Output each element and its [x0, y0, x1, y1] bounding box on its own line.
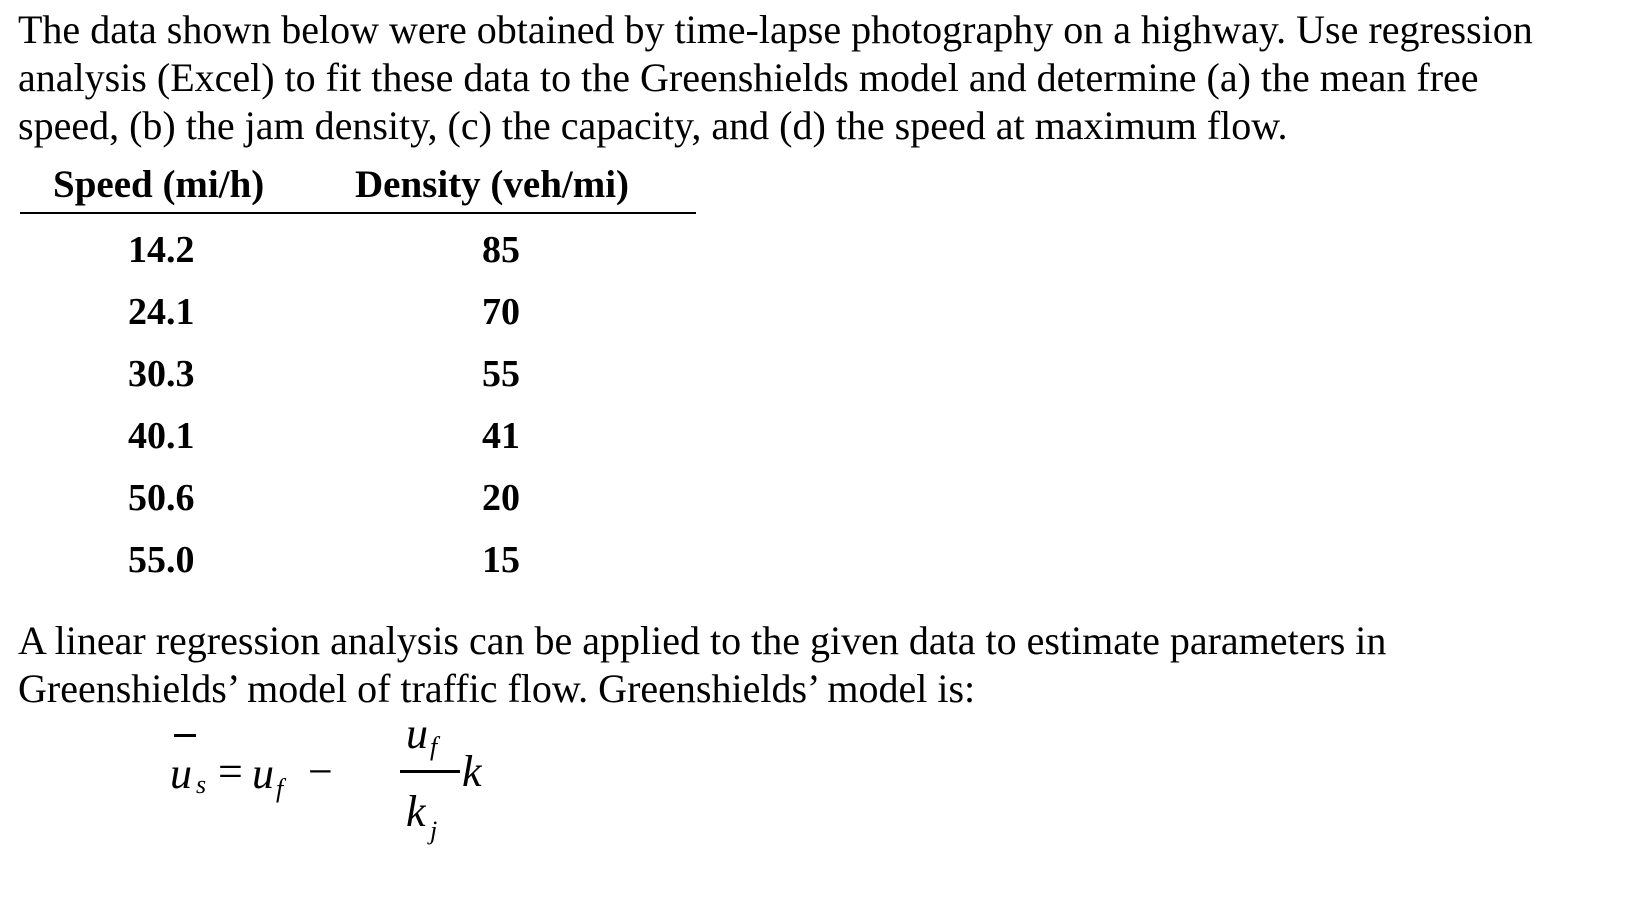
speed-cell: 30.3: [128, 353, 195, 395]
space-mean-speed-symbol: u: [170, 749, 192, 798]
mean-overbar: [174, 734, 196, 737]
greenshields-equation: [160, 709, 560, 872]
density-cell: 41: [482, 415, 520, 457]
column-header-speed: Speed (mi/h): [53, 163, 265, 206]
fraction-numerator-subscript: f: [430, 732, 438, 761]
density-cell: 85: [482, 229, 520, 271]
table-header: [20, 160, 696, 214]
fraction-numerator-symbol: u: [406, 709, 428, 758]
jam-density-subscript: j: [430, 816, 438, 845]
table-row: [20, 338, 696, 400]
fraction-bar: [400, 770, 460, 773]
table-row: [20, 524, 696, 586]
density-cell: 20: [482, 477, 520, 519]
table-row: [20, 276, 696, 338]
speed-cell: 24.1: [128, 291, 195, 333]
minus-sign: −: [308, 747, 333, 796]
space-mean-speed-subscript: s: [196, 770, 207, 799]
equals-sign: =: [218, 747, 243, 796]
speed-cell: 40.1: [128, 415, 195, 457]
problem-line: speed, (b) the jam density, (c) the capacity, and (d) the speed at maximum flow.: [18, 103, 1288, 148]
problem-line: The data shown below were obtained by time-lapse photography on a highway. Use regression: [18, 7, 1533, 52]
table-row: [20, 462, 696, 524]
density-cell: 15: [482, 539, 520, 581]
problem-line: analysis (Excel) to fit these data to the Greenshields model and determine (a) the mean free: [18, 55, 1479, 100]
table-row: [20, 400, 696, 462]
model-explanation: [18, 617, 1638, 713]
density-symbol: k: [462, 747, 482, 796]
free-speed-subscript: f: [276, 774, 284, 803]
speed-cell: 14.2: [128, 229, 195, 271]
explanation-line: Greenshields’ model of traffic flow. Greenshields’ model is:: [18, 666, 976, 711]
table-row: [20, 214, 696, 276]
jam-density-symbol: k: [406, 787, 426, 836]
problem-statement: [18, 6, 1638, 150]
density-cell: 55: [482, 353, 520, 395]
explanation-line: A linear regression analysis can be applied to the given data to estimate parameters in: [18, 618, 1387, 663]
speed-density-table: [20, 160, 696, 586]
free-speed-symbol: u: [252, 749, 274, 798]
density-cell: 70: [482, 291, 520, 333]
speed-cell: 55.0: [128, 539, 195, 581]
column-header-density: Density (veh/mi): [355, 163, 630, 206]
speed-cell: 50.6: [128, 477, 195, 519]
